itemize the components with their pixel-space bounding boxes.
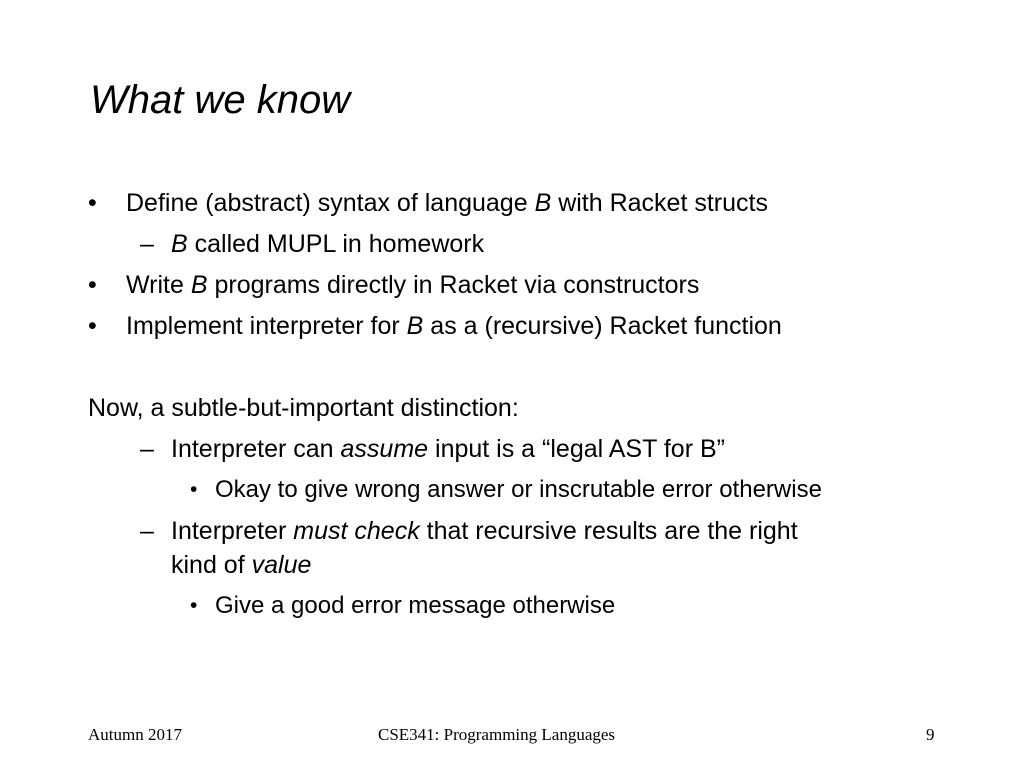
item-interpreter-assume: Interpreter can assume input is a “legal AST for B” — [171, 435, 725, 463]
dash-marker: – — [140, 517, 154, 545]
bullet-marker: • — [190, 478, 198, 501]
dash-marker: – — [140, 435, 154, 463]
bullet-marker: • — [88, 271, 97, 299]
bullet-write-programs: Write B programs directly in Racket via constructors — [126, 271, 700, 299]
slide-title: What we know — [90, 78, 351, 122]
subbullet-mupl: B called MUPL in homework — [171, 230, 485, 258]
footer-course: CSE341: Programming Languages — [378, 725, 616, 744]
footer-term: Autumn 2017 — [88, 725, 182, 744]
subitem-wrong-answer: Okay to give wrong answer or inscrutable error otherwise — [215, 476, 822, 503]
item-interpreter-must-check: Interpreter must check that recursive results are the right — [171, 517, 798, 545]
bullet-define-syntax: Define (abstract) syntax of language B with Racket structs — [126, 189, 768, 217]
footer-page-number: 9 — [926, 725, 935, 744]
item-interpreter-must-check-line2: kind of value — [171, 551, 312, 579]
bullet-implement-interpreter: Implement interpreter for B as a (recursive) Racket function — [126, 312, 782, 340]
distinction-intro: Now, a subtle-but-important distinction: — [88, 394, 519, 422]
dash-marker: – — [140, 230, 154, 258]
bullet-marker: • — [88, 312, 97, 340]
bullet-marker: • — [88, 189, 97, 217]
subitem-good-error: Give a good error message otherwise — [215, 592, 616, 619]
bullet-marker: • — [190, 594, 198, 617]
